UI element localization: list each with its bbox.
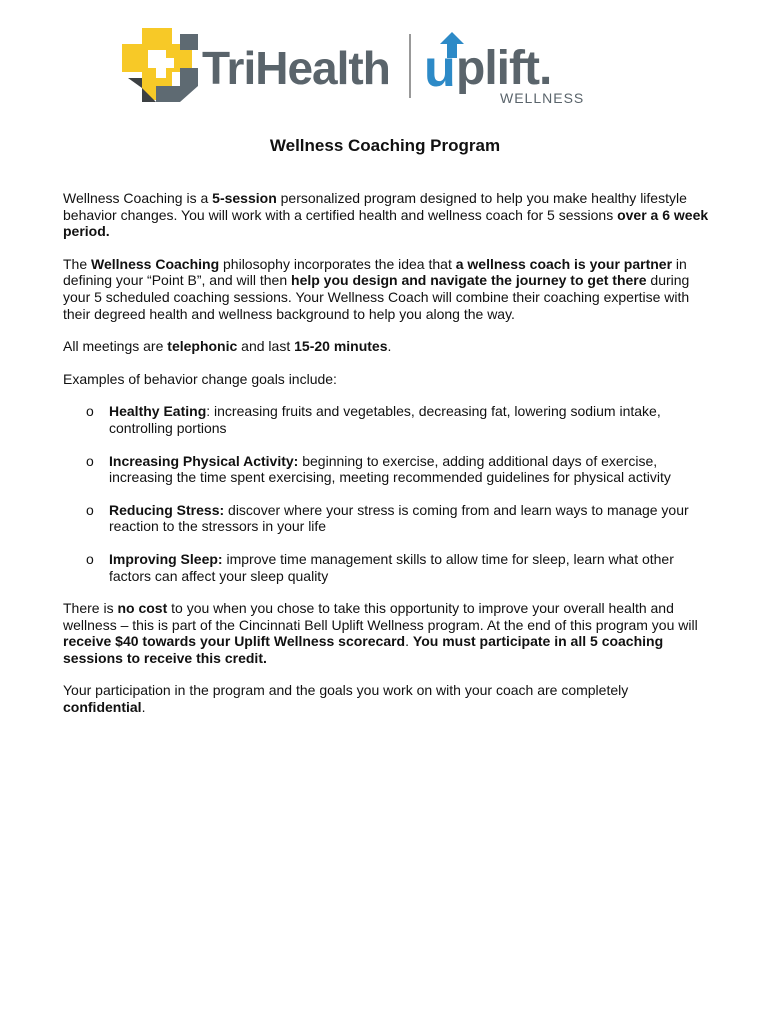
- page-title: Wellness Coaching Program: [269, 136, 501, 155]
- trihealth-uplift-logo: [122, 28, 602, 108]
- bullet-icon: o: [86, 550, 94, 567]
- list-item: o Increasing Physical Activity: beginning to exercise, adding additional days of exercise, increasing the time spent exercising, meeting recommended guidelines for physical activity: [86, 452, 671, 486]
- logo-brand-wellness: WELLNESS: [500, 90, 585, 106]
- paragraph-philosophy: The Wellness Coaching philosophy incorporates the idea that a wellness coach is your partner in defining your “Point B”, and will then help you design and navigate the journey to get there during your 5 scheduled coaching sessions. Your Wellness Coach will combine their coaching expertise with their degreed health and wellness background to help you along the way.: [63, 255, 690, 322]
- document-body: [63, 190, 713, 732]
- bullet-icon: o: [86, 452, 94, 469]
- bullet-icon: o: [86, 501, 94, 518]
- paragraph-meetings: All meetings are telephonic and last 15-20 minutes.: [63, 338, 392, 355]
- paragraph-examples-intro: Examples of behavior change goals include:: [63, 370, 337, 387]
- paragraph-confidential: Your participation in the program and the goals you work on with your coach are completely confidential.: [63, 682, 629, 716]
- paragraph-cost: There is no cost to you when you chose to take this opportunity to improve your overall health and wellness – this is part of the Cincinnati Bell Uplift Wellness program. At the end of this program you will receive $40 towards your Uplift Wellness scorecard. You must participate in all 5 coaching sessions to receive this credit.: [63, 600, 698, 666]
- trihealth-cross-icon: [122, 28, 198, 102]
- list-item: o Healthy Eating: increasing fruits and vegetables, decreasing fat, lowering sodium intake, controlling portions: [86, 403, 661, 436]
- goals-list: [63, 403, 713, 584]
- logo-brand-trihealth: TriHealth: [202, 42, 390, 94]
- logo-brand-uplift: plift.: [456, 42, 552, 95]
- bullet-icon: o: [86, 403, 94, 420]
- paragraph-intro: Wellness Coaching is a 5-session personalized program designed to help you make healthy lifestyle behavior changes. You will work with a certified health and wellness coach for 5 sessions over a 6 week period.: [63, 190, 709, 240]
- list-item: o Reducing Stress: discover where your stress is coming from and learn ways to manage your reaction to the stressors in your life: [86, 501, 689, 535]
- logo-brand-uplift-u: u: [424, 40, 456, 98]
- list-item: o Improving Sleep: improve time management skills to allow time for sleep, learn what other factors can affect your sleep quality: [86, 550, 674, 584]
